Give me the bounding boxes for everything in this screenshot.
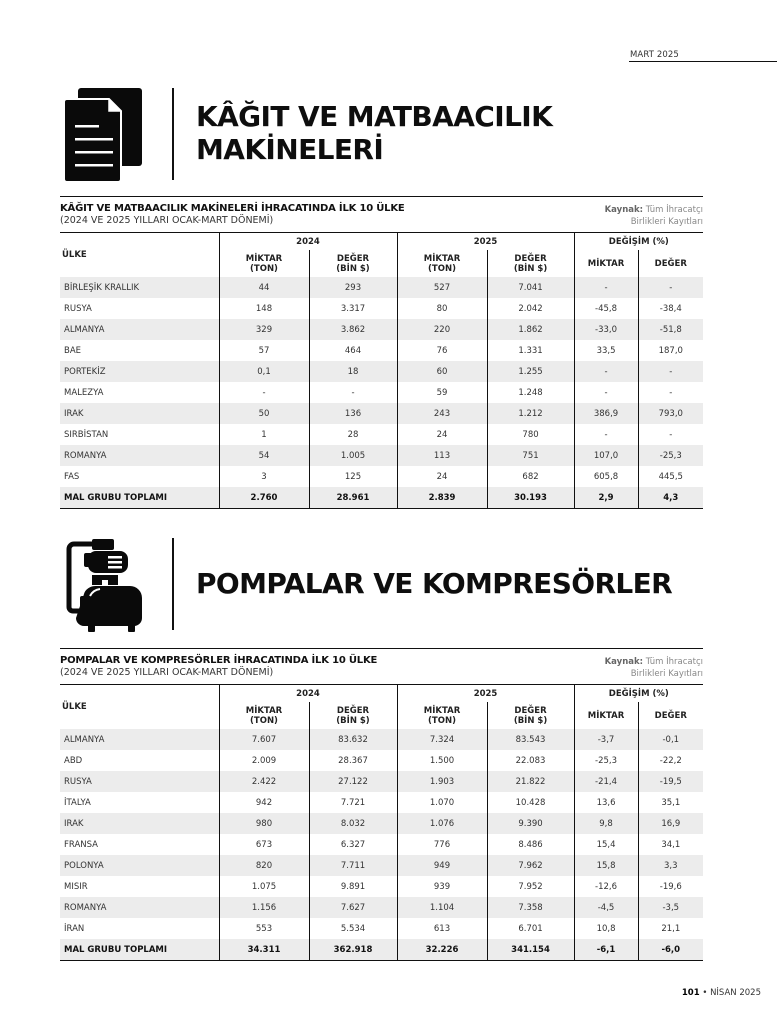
cell-qty-2025: 220 — [397, 319, 487, 340]
source-note — [605, 656, 703, 680]
cell-qty-2025: 243 — [397, 403, 487, 424]
cell-qty-2025: 527 — [397, 277, 487, 298]
col-header-change-val: DEĞER — [638, 250, 703, 277]
table-row — [60, 897, 703, 918]
table-row — [60, 834, 703, 855]
table-row — [60, 340, 703, 361]
cell-country: BAE — [64, 345, 82, 356]
cell-change-qty: -4,5 — [574, 897, 638, 918]
cell-qty-2025: 60 — [397, 361, 487, 382]
cell-change-val: 445,5 — [638, 466, 703, 487]
cell-change-qty: - — [574, 277, 638, 298]
cell-val-2025: 1.255 — [487, 361, 574, 382]
cell-val-2025: 7.952 — [487, 876, 574, 897]
table-title: KÂĞIT VE MATBAACILIK MAKİNELERİ İHRACATINDA İLK 10 ÜLKE — [60, 203, 405, 214]
section-header-paper-machines — [60, 88, 720, 198]
cell-qty-2025: 949 — [397, 855, 487, 876]
cell-qty-2024: 942 — [219, 792, 309, 813]
cell-country: MAL GRUBU TOPLAMI — [60, 487, 219, 509]
source-note — [605, 204, 703, 228]
cell-qty-2025: 76 — [397, 340, 487, 361]
cell-val-2025: 1.248 — [487, 382, 574, 403]
cell-qty-2024: 980 — [219, 813, 309, 834]
cell-val-2024: 125 — [309, 466, 397, 487]
col-header-2024: 2024 — [219, 233, 397, 251]
cell-qty-2024: 7.607 — [219, 729, 309, 750]
col-header-qty-2024: MİKTAR (TON) — [219, 250, 309, 277]
table-subtitle: (2024 VE 2025 YILLARI OCAK-MART DÖNEMİ) — [60, 215, 274, 226]
source-text: Tüm İhracatçı — [645, 657, 703, 667]
cell-qty-2024: 1 — [219, 424, 309, 445]
cell-qty-2025: 1.104 — [397, 897, 487, 918]
cell-change-val: -19,6 — [638, 876, 703, 897]
cell-change-qty: 2,9 — [574, 487, 638, 509]
cell-val-2025: 30.193 — [487, 487, 574, 509]
table-row — [60, 729, 703, 750]
cell-country: FRANSA — [64, 839, 98, 850]
footer-bullet: • — [702, 988, 708, 998]
col-header-val-2024: DEĞER (BİN $) — [309, 702, 397, 729]
table-row — [60, 277, 703, 298]
cell-qty-2025: 7.324 — [397, 729, 487, 750]
cell-val-2024: 28 — [309, 424, 397, 445]
cell-change-val: -6,0 — [638, 939, 703, 961]
table-row — [60, 792, 703, 813]
cell-change-val: 35,1 — [638, 792, 703, 813]
table-row — [60, 319, 703, 340]
cell-val-2025: 1.331 — [487, 340, 574, 361]
cell-qty-2024: 820 — [219, 855, 309, 876]
cell-val-2024: 3.862 — [309, 319, 397, 340]
cell-change-qty: -45,8 — [574, 298, 638, 319]
cell-qty-2024: 3 — [219, 466, 309, 487]
source-label: Kaynak: — [604, 657, 644, 667]
cell-country: İRAN — [64, 923, 85, 934]
cell-val-2025: 7.041 — [487, 277, 574, 298]
cell-qty-2025: 2.839 — [397, 487, 487, 509]
section-title-line2: MAKİNELERİ — [196, 133, 384, 166]
col-header-country: ÜLKE — [62, 250, 87, 260]
cell-qty-2024: 673 — [219, 834, 309, 855]
col-header-qty-2025: MİKTAR (TON) — [397, 250, 487, 277]
cell-val-2024: 7.711 — [309, 855, 397, 876]
cell-qty-2024: 1.075 — [219, 876, 309, 897]
export-table-paper-machines — [60, 196, 703, 509]
cell-change-val: -38,4 — [638, 298, 703, 319]
cell-change-val: 187,0 — [638, 340, 703, 361]
table-row — [60, 750, 703, 771]
cell-qty-2025: 24 — [397, 466, 487, 487]
cell-val-2024: 28.961 — [309, 487, 397, 509]
cell-change-qty: -12,6 — [574, 876, 638, 897]
cell-change-qty: - — [574, 424, 638, 445]
cell-change-qty: -21,4 — [574, 771, 638, 792]
cell-change-qty: 605,8 — [574, 466, 638, 487]
cell-val-2025: 7.358 — [487, 897, 574, 918]
cell-qty-2025: 113 — [397, 445, 487, 466]
col-header-qty-2024: MİKTAR (TON) — [219, 702, 309, 729]
col-header-2024: 2024 — [219, 685, 397, 703]
table-row — [60, 298, 703, 319]
source-text-2: Birlikleri Kayıtları — [630, 669, 703, 679]
cell-qty-2025: 1.070 — [397, 792, 487, 813]
col-header-change: DEĞİŞİM (%) — [574, 685, 703, 703]
cell-change-qty: 386,9 — [574, 403, 638, 424]
cell-qty-2024: 2.422 — [219, 771, 309, 792]
cell-country: IRAK — [60, 813, 219, 834]
cell-val-2025: 83.543 — [487, 729, 574, 750]
cell-country: MISIR — [64, 881, 88, 892]
table-row — [60, 876, 703, 897]
col-header-change-val: DEĞER — [638, 702, 703, 729]
cell-change-val: - — [638, 382, 703, 403]
source-text: Tüm İhracatçı — [645, 205, 703, 215]
cell-change-val: -22,2 — [638, 750, 703, 771]
cell-change-qty: 9,8 — [574, 813, 638, 834]
cell-country: ABD — [64, 755, 83, 766]
table-row — [60, 382, 703, 403]
table-total-row — [60, 939, 703, 961]
cell-country: ROMANYA — [60, 445, 219, 466]
col-header-change-qty: MİKTAR — [574, 702, 638, 729]
cell-qty-2025: 1.903 — [397, 771, 487, 792]
table-top-rule — [60, 196, 703, 197]
section-divider — [172, 538, 174, 630]
cell-change-qty: 13,6 — [574, 792, 638, 813]
cell-qty-2025: 59 — [397, 382, 487, 403]
cell-qty-2025: 776 — [397, 834, 487, 855]
cell-change-qty: 107,0 — [574, 445, 638, 466]
cell-country: IRAK — [60, 403, 219, 424]
cell-qty-2024: 553 — [219, 918, 309, 939]
cell-val-2025: 341.154 — [487, 939, 574, 961]
cell-val-2024: 293 — [309, 277, 397, 298]
cell-change-val: 3,3 — [638, 855, 703, 876]
col-header-change: DEĞİŞİM (%) — [574, 233, 703, 251]
cell-country: PORTEKİZ — [60, 361, 219, 382]
cell-change-qty: - — [574, 361, 638, 382]
cell-val-2025: 1.212 — [487, 403, 574, 424]
month-underline — [629, 61, 777, 62]
cell-val-2025: 21.822 — [487, 771, 574, 792]
cell-country: İTALYA — [64, 797, 91, 808]
issue-label: NİSAN 2025 — [710, 988, 761, 998]
cell-country: RUSYA — [64, 303, 92, 314]
cell-val-2024: 7.627 — [309, 897, 397, 918]
cell-qty-2025: 1.076 — [397, 813, 487, 834]
cell-val-2024: 362.918 — [309, 939, 397, 961]
table-row — [60, 403, 703, 424]
cell-country: ROMANYA — [60, 897, 219, 918]
cell-change-qty: - — [574, 382, 638, 403]
cell-qty-2025: 24 — [397, 424, 487, 445]
table-row — [60, 918, 703, 939]
table-row — [60, 424, 703, 445]
cell-change-val: - — [638, 361, 703, 382]
cell-val-2025: 10.428 — [487, 792, 574, 813]
cell-qty-2024: 34.311 — [219, 939, 309, 961]
cell-change-val: 34,1 — [638, 834, 703, 855]
table-row — [60, 813, 703, 834]
cell-val-2024: 5.534 — [309, 918, 397, 939]
cell-country: RUSYA — [60, 771, 219, 792]
cell-val-2025: 8.486 — [487, 834, 574, 855]
cell-change-qty: -25,3 — [574, 750, 638, 771]
water-pump-icon — [64, 538, 148, 638]
cell-change-qty: 15,8 — [574, 855, 638, 876]
col-header-2025: 2025 — [397, 233, 574, 251]
cell-qty-2024: 50 — [219, 403, 309, 424]
col-header-change-qty: MİKTAR — [574, 250, 638, 277]
month-label: MART 2025 — [630, 50, 679, 60]
cell-qty-2025: 32.226 — [397, 939, 487, 961]
cell-country: POLONYA — [60, 855, 219, 876]
cell-val-2024: 83.632 — [309, 729, 397, 750]
table-row — [60, 445, 703, 466]
cell-val-2025: 682 — [487, 466, 574, 487]
cell-val-2024: 464 — [309, 340, 397, 361]
cell-change-qty: 33,5 — [574, 340, 638, 361]
cell-qty-2024: 0,1 — [219, 361, 309, 382]
cell-change-val: 4,3 — [638, 487, 703, 509]
cell-val-2025: 751 — [487, 445, 574, 466]
cell-change-val: -3,5 — [638, 897, 703, 918]
table-top-rule — [60, 648, 703, 649]
section-title — [196, 567, 672, 600]
cell-val-2024: - — [309, 382, 397, 403]
col-header-2025: 2025 — [397, 685, 574, 703]
cell-qty-2025: 613 — [397, 918, 487, 939]
cell-country: MALEZYA — [64, 387, 104, 398]
table-total-row — [60, 487, 703, 509]
cell-val-2024: 9.891 — [309, 876, 397, 897]
cell-change-val: - — [638, 277, 703, 298]
cell-qty-2024: 54 — [219, 445, 309, 466]
cell-change-val: 21,1 — [638, 918, 703, 939]
section-header-pumps — [60, 538, 720, 648]
cell-val-2024: 3.317 — [309, 298, 397, 319]
cell-val-2024: 136 — [309, 403, 397, 424]
cell-val-2024: 8.032 — [309, 813, 397, 834]
data-table — [60, 684, 703, 961]
cell-qty-2024: 2.009 — [219, 750, 309, 771]
col-header-val-2025: DEĞER (BİN $) — [487, 250, 574, 277]
cell-val-2024: 18 — [309, 361, 397, 382]
cell-qty-2025: 939 — [397, 876, 487, 897]
section-divider — [172, 88, 174, 180]
cell-val-2024: 1.005 — [309, 445, 397, 466]
cell-val-2025: 1.862 — [487, 319, 574, 340]
cell-val-2025: 7.962 — [487, 855, 574, 876]
cell-country: SIRBİSTAN — [64, 429, 109, 440]
source-text-2: Birlikleri Kayıtları — [630, 217, 703, 227]
table-row — [60, 361, 703, 382]
cell-val-2025: 9.390 — [487, 813, 574, 834]
cell-change-val: -51,8 — [638, 319, 703, 340]
cell-change-val: -0,1 — [638, 729, 703, 750]
cell-qty-2024: - — [219, 382, 309, 403]
cell-val-2025: 22.083 — [487, 750, 574, 771]
cell-val-2025: 780 — [487, 424, 574, 445]
cell-qty-2024: 2.760 — [219, 487, 309, 509]
cell-change-val: 16,9 — [638, 813, 703, 834]
cell-val-2024: 27.122 — [309, 771, 397, 792]
cell-change-qty: -6,1 — [574, 939, 638, 961]
table-row — [60, 466, 703, 487]
data-table — [60, 232, 703, 509]
cell-country: MAL GRUBU TOPLAMI — [60, 939, 219, 961]
documents-icon — [64, 88, 148, 188]
section-title — [196, 100, 552, 166]
col-header-val-2025: DEĞER (BİN $) — [487, 702, 574, 729]
col-header-qty-2025: MİKTAR (TON) — [397, 702, 487, 729]
section-title-line1: KÂĞIT VE MATBAACILIK — [196, 100, 553, 133]
cell-qty-2025: 1.500 — [397, 750, 487, 771]
cell-change-qty: 10,8 — [574, 918, 638, 939]
table-row — [60, 771, 703, 792]
cell-change-qty: -33,0 — [574, 319, 638, 340]
section-title-line1: POMPALAR VE KOMPRESÖRLER — [196, 567, 673, 600]
cell-val-2024: 28.367 — [309, 750, 397, 771]
table-row — [60, 855, 703, 876]
cell-change-val: 793,0 — [638, 403, 703, 424]
cell-qty-2024: 57 — [219, 340, 309, 361]
cell-change-qty: -3,7 — [574, 729, 638, 750]
cell-country: BİRLEŞİK KRALLIK — [60, 277, 219, 298]
page-footer — [682, 988, 761, 998]
source-label: Kaynak: — [604, 205, 644, 215]
table-subtitle: (2024 VE 2025 YILLARI OCAK-MART DÖNEMİ) — [60, 667, 274, 678]
cell-val-2024: 7.721 — [309, 792, 397, 813]
page-number: 101 — [681, 988, 700, 998]
table-title: POMPALAR VE KOMPRESÖRLER İHRACATINDA İLK 10 ÜLKE — [60, 655, 378, 666]
cell-qty-2024: 1.156 — [219, 897, 309, 918]
cell-val-2024: 6.327 — [309, 834, 397, 855]
cell-val-2025: 6.701 — [487, 918, 574, 939]
export-table-pumps — [60, 648, 703, 961]
cell-country: ALMANYA — [60, 729, 219, 750]
cell-country: ALMANYA — [60, 319, 219, 340]
cell-val-2025: 2.042 — [487, 298, 574, 319]
cell-qty-2024: 148 — [219, 298, 309, 319]
cell-change-val: - — [638, 424, 703, 445]
cell-qty-2024: 329 — [219, 319, 309, 340]
cell-change-qty: 15,4 — [574, 834, 638, 855]
cell-qty-2025: 80 — [397, 298, 487, 319]
cell-change-val: -19,5 — [638, 771, 703, 792]
cell-change-val: -25,3 — [638, 445, 703, 466]
cell-country: FAS — [64, 471, 80, 482]
cell-qty-2024: 44 — [219, 277, 309, 298]
col-header-val-2024: DEĞER (BİN $) — [309, 250, 397, 277]
col-header-country: ÜLKE — [62, 702, 87, 712]
